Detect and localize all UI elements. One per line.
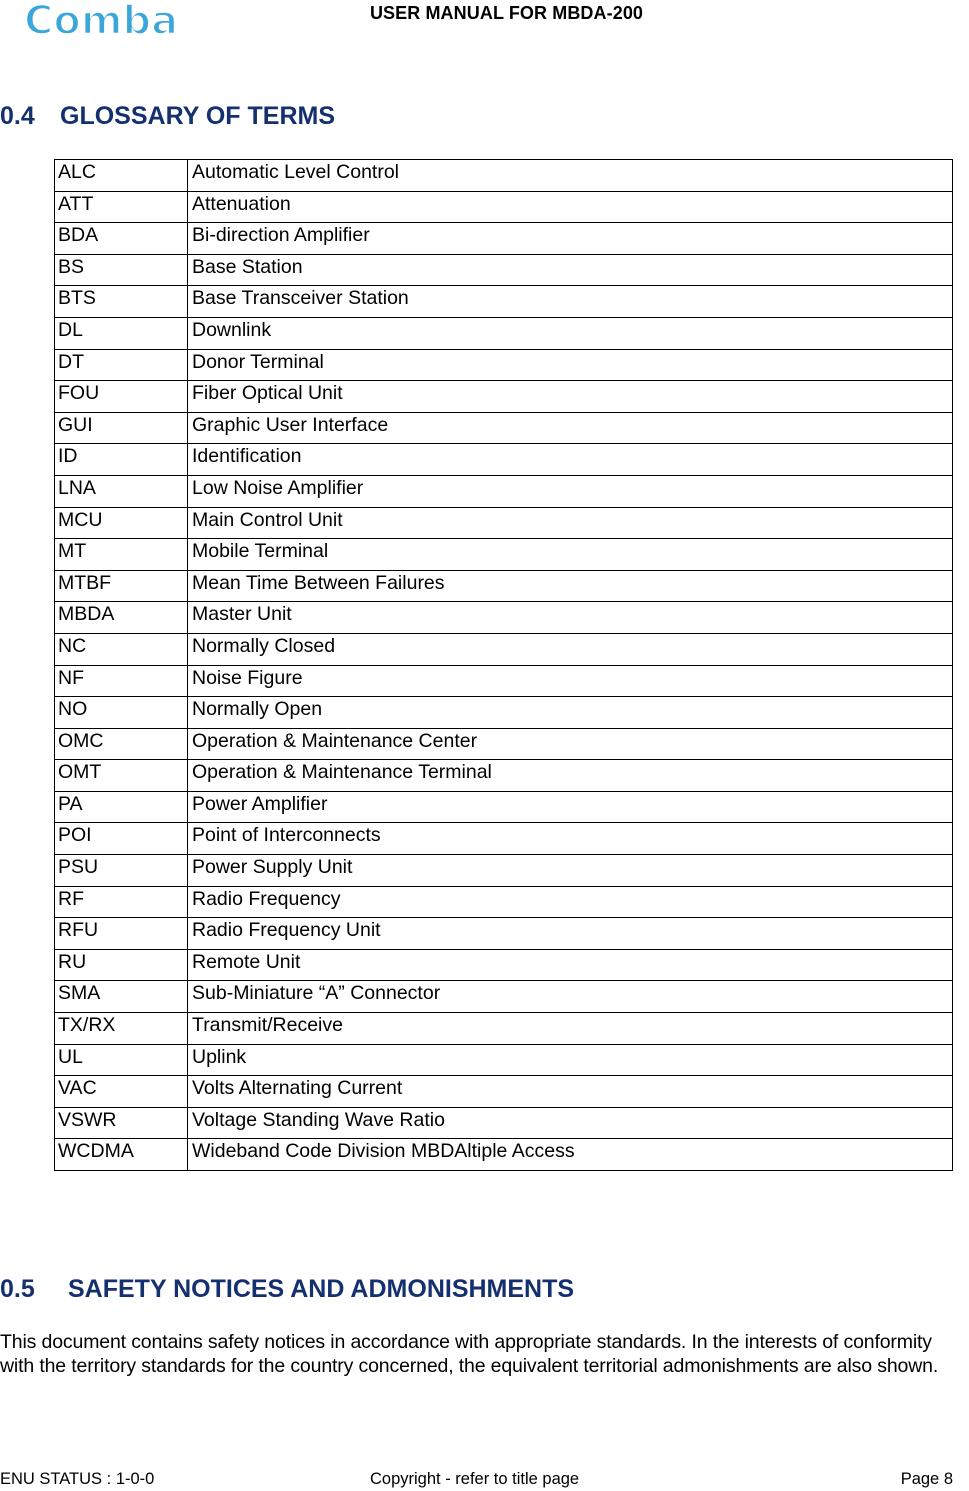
table-row (55, 444, 953, 476)
table-row (55, 475, 953, 507)
term-abbreviation: BTS (55, 286, 188, 318)
table-row (55, 570, 953, 602)
term-abbreviation: DL (55, 317, 188, 349)
term-definition: Volts Alternating Current (188, 1076, 953, 1108)
table-row (55, 949, 953, 981)
term-definition: Mobile Terminal (188, 539, 953, 571)
glossary-heading (0, 102, 335, 131)
table-row (55, 665, 953, 697)
term-definition: Identification (188, 444, 953, 476)
term-abbreviation: NC (55, 633, 188, 665)
term-definition: Normally Open (188, 697, 953, 729)
term-definition: Main Control Unit (188, 507, 953, 539)
table-row (55, 760, 953, 792)
table-row (55, 286, 953, 318)
term-definition: Transmit/Receive (188, 1013, 953, 1045)
term-definition: Graphic User Interface (188, 412, 953, 444)
term-abbreviation: FOU (55, 381, 188, 413)
table-row (55, 886, 953, 918)
section-title: GLOSSARY OF TERMS (60, 102, 336, 130)
table-row (55, 981, 953, 1013)
table-row (55, 349, 953, 381)
term-abbreviation: MT (55, 539, 188, 571)
term-abbreviation: MTBF (55, 570, 188, 602)
table-row (55, 1076, 953, 1108)
table-row (55, 223, 953, 255)
glossary-table (54, 159, 953, 1171)
term-abbreviation: VAC (55, 1076, 188, 1108)
term-definition: Radio Frequency (188, 886, 953, 918)
term-definition: Normally Closed (188, 633, 953, 665)
table-row (55, 918, 953, 950)
safety-heading (0, 1275, 574, 1304)
term-definition: Automatic Level Control (188, 160, 953, 192)
table-row (55, 1044, 953, 1076)
term-definition: Sub-Miniature “A” Connector (188, 981, 953, 1013)
table-row (55, 855, 953, 887)
term-abbreviation: OMC (55, 728, 188, 760)
footer-page-number: Page 8 (900, 1470, 953, 1488)
term-abbreviation: NO (55, 697, 188, 729)
term-abbreviation: ALC (55, 160, 188, 192)
term-abbreviation: PSU (55, 855, 188, 887)
term-definition: Power Amplifier (188, 791, 953, 823)
term-abbreviation: ATT (55, 191, 188, 223)
table-row (55, 697, 953, 729)
table-row (55, 823, 953, 855)
term-abbreviation: ID (55, 444, 188, 476)
table-row (55, 254, 953, 286)
term-abbreviation: BS (55, 254, 188, 286)
term-abbreviation: DT (55, 349, 188, 381)
table-row (55, 507, 953, 539)
section-number: 0.5 (0, 1275, 35, 1303)
term-definition: Base Transceiver Station (188, 286, 953, 318)
footer-copyright: Copyright - refer to title page (370, 1470, 580, 1488)
term-definition: Point of Interconnects (188, 823, 953, 855)
term-definition: Wideband Code Division MBDAltiple Access (188, 1139, 953, 1171)
term-abbreviation: MCU (55, 507, 188, 539)
term-definition: Low Noise Amplifier (188, 475, 953, 507)
term-abbreviation: OMT (55, 760, 188, 792)
document-title: USER MANUAL FOR MBDA-200 (369, 3, 644, 23)
table-row (55, 791, 953, 823)
term-definition: Donor Terminal (188, 349, 953, 381)
term-abbreviation: RFU (55, 918, 188, 950)
table-row (55, 539, 953, 571)
term-definition: Operation & Maintenance Terminal (188, 760, 953, 792)
table-row (55, 1013, 953, 1045)
table-row (55, 602, 953, 634)
term-abbreviation: RU (55, 949, 188, 981)
footer-status: ENU STATUS : 1-0-0 (0, 1470, 155, 1488)
term-abbreviation: TX/RX (55, 1013, 188, 1045)
term-abbreviation: GUI (55, 412, 188, 444)
table-row (55, 381, 953, 413)
term-definition: Mean Time Between Failures (188, 570, 953, 602)
table-row (55, 191, 953, 223)
table-row (55, 317, 953, 349)
svg-text:Comba: Comba (24, 0, 179, 40)
table-row (55, 1107, 953, 1139)
term-definition: Radio Frequency Unit (188, 918, 953, 950)
term-abbreviation: POI (55, 823, 188, 855)
term-definition: Bi-direction Amplifier (188, 223, 953, 255)
term-definition: Operation & Maintenance Center (188, 728, 953, 760)
term-definition: Remote Unit (188, 949, 953, 981)
term-definition: Power Supply Unit (188, 855, 953, 887)
table-row (55, 412, 953, 444)
term-abbreviation: LNA (55, 475, 188, 507)
term-abbreviation: NF (55, 665, 188, 697)
term-definition: Fiber Optical Unit (188, 381, 953, 413)
table-row (55, 728, 953, 760)
table-row (55, 633, 953, 665)
term-abbreviation: MBDA (55, 602, 188, 634)
term-definition: Uplink (188, 1044, 953, 1076)
term-abbreviation: UL (55, 1044, 188, 1076)
term-definition: Base Station (188, 254, 953, 286)
term-abbreviation: SMA (55, 981, 188, 1013)
section-title: SAFETY NOTICES AND ADMONISHMENTS (68, 1275, 575, 1303)
section-number: 0.4 (0, 102, 35, 130)
table-row (55, 1139, 953, 1171)
term-definition: Voltage Standing Wave Ratio (188, 1107, 953, 1139)
term-abbreviation: PA (55, 791, 188, 823)
term-definition: Noise Figure (188, 665, 953, 697)
safety-paragraph: This document contains safety notices in accordance with appropriate standards. In the interests of conformity with the territory standards for the country concerned, the equivalent territorial admonishments are also shown. (0, 1331, 939, 1377)
term-definition: Downlink (188, 317, 953, 349)
term-abbreviation: WCDMA (55, 1139, 188, 1171)
table-row (55, 160, 953, 192)
term-abbreviation: BDA (55, 223, 188, 255)
term-abbreviation: VSWR (55, 1107, 188, 1139)
term-abbreviation: RF (55, 886, 188, 918)
term-definition: Master Unit (188, 602, 953, 634)
term-definition: Attenuation (188, 191, 953, 223)
